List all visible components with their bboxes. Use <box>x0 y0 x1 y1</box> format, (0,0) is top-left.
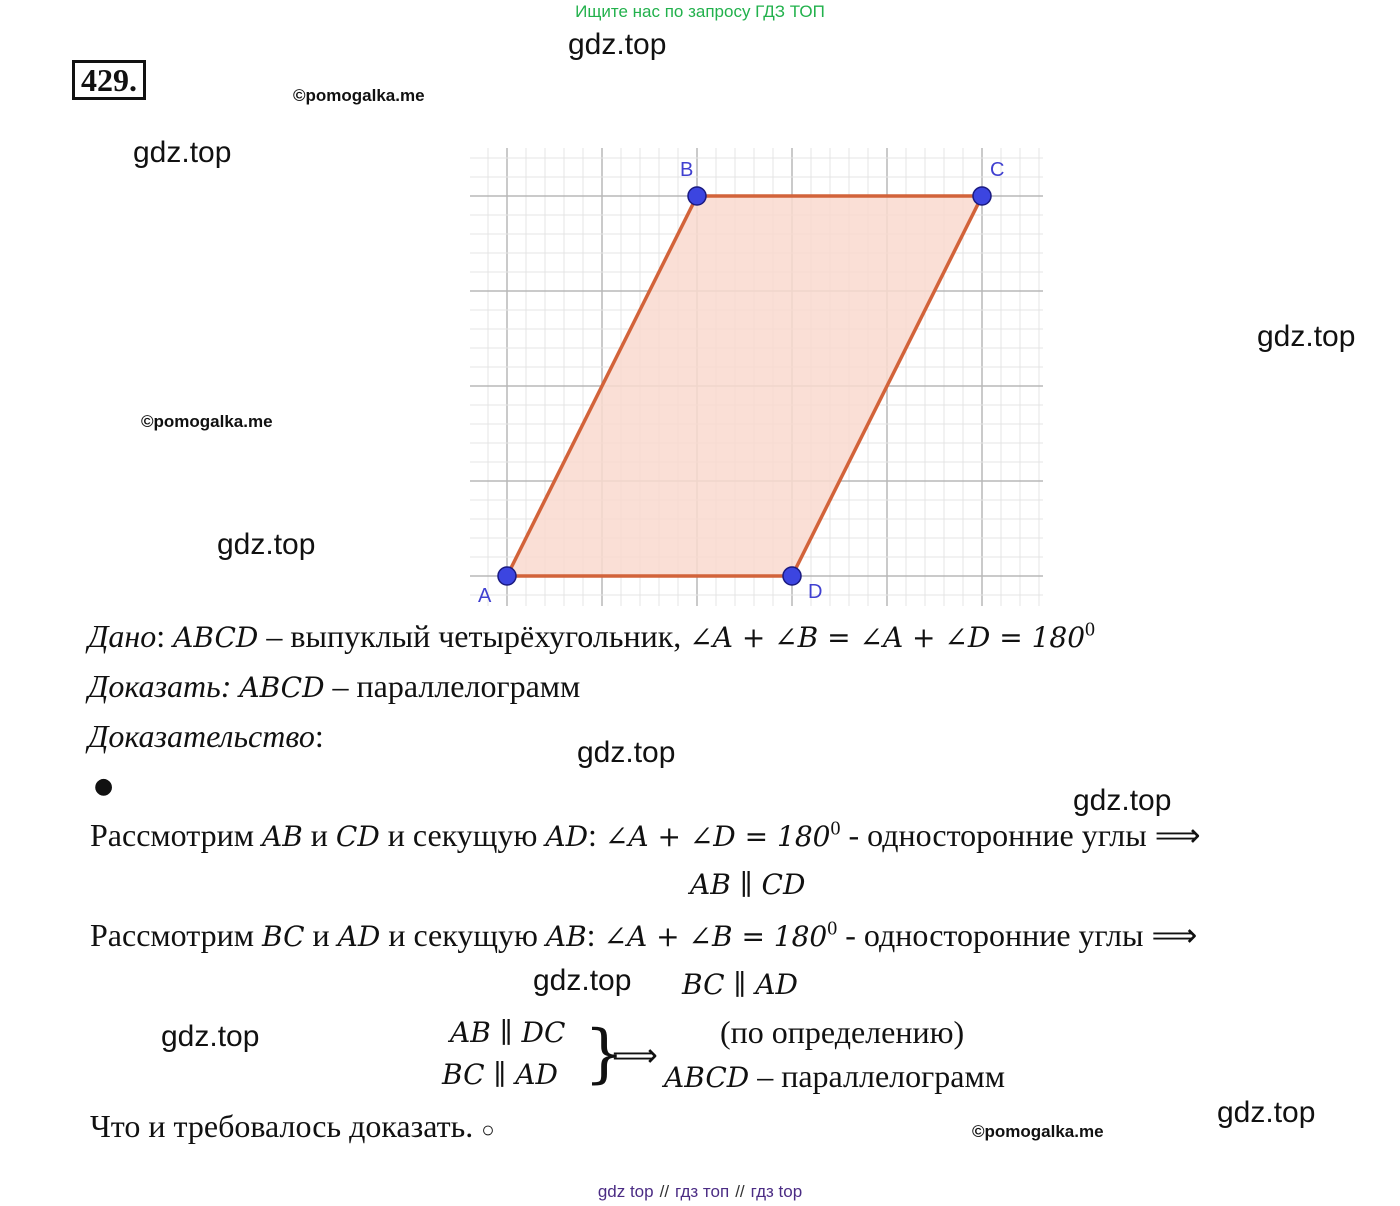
given-label: Дано <box>88 618 157 654</box>
watermark-gdz-top: gdz.top <box>1073 784 1172 817</box>
system-reason: (по определению) <box>720 1014 965 1050</box>
prove-figure: ABCD <box>239 671 325 704</box>
proof-heading: Доказательство: <box>88 718 324 754</box>
footer-separator: // <box>659 1182 670 1201</box>
point-b[interactable] <box>688 187 706 205</box>
watermark-gdz-top: gdz.top <box>577 736 676 769</box>
watermark-gdz-top: gdz.top <box>1217 1096 1316 1129</box>
step1-math: AB <box>261 820 303 853</box>
watermark-copyright: ©pomogalka.me <box>141 412 273 431</box>
step1-math: AD <box>545 820 589 853</box>
bullet: ● <box>94 774 114 799</box>
watermark-gdz-top: gdz.top <box>133 136 232 169</box>
step2-angles: ∠A + ∠B = 180 <box>603 920 828 953</box>
label-c: C <box>990 159 1005 181</box>
step2-math: BC <box>261 920 305 953</box>
step1-text: и <box>302 817 336 853</box>
step2-text: и <box>304 917 338 953</box>
watermark-gdz-top: gdz.top <box>217 528 316 561</box>
step1-degree: 0 <box>830 817 841 840</box>
system-conclusion <box>664 1058 1005 1095</box>
point-c[interactable] <box>973 187 991 205</box>
footer-link[interactable]: gdz top <box>597 1182 654 1201</box>
step1-conclusion: - односторонние углы ⟹ <box>840 817 1201 853</box>
footer-links <box>0 1182 1400 1202</box>
prove-text: – параллелограмм <box>324 668 581 704</box>
step2-text: и секущую <box>380 917 546 953</box>
step2-text: Рассмотрим <box>90 917 262 953</box>
conclusion-text: – параллелограмм <box>749 1058 1005 1094</box>
step2-line <box>90 916 1197 954</box>
point-d[interactable] <box>783 567 801 585</box>
step1-text: и секущую <box>379 817 546 853</box>
implies-arrow: ⟹ <box>612 1037 658 1073</box>
step1-line <box>90 816 1201 854</box>
step1-text: Рассмотрим <box>90 817 262 853</box>
step2-conclusion: - односторонние углы ⟹ <box>837 917 1198 953</box>
parallelogram-figure <box>460 140 1060 610</box>
watermark-gdz-top: gdz.top <box>161 1020 260 1053</box>
prove-label: Доказать: <box>88 668 232 704</box>
watermark-gdz-top: gdz.top <box>1257 320 1356 353</box>
given-figure: ABCD <box>173 621 259 654</box>
problem-number: 429. <box>72 60 146 100</box>
footer-separator: // <box>735 1182 745 1201</box>
step1-text: : <box>588 817 605 853</box>
given-text: – выпуклый четырёхугольник, <box>258 618 690 654</box>
step1-result: AB ∥ CD <box>690 868 806 901</box>
proof-label: Доказательство <box>88 718 315 754</box>
label-b: B <box>680 159 694 181</box>
watermark-gdz-top: gdz.top <box>533 964 632 997</box>
given-degree: 0 <box>1085 618 1096 641</box>
top-banner[interactable]: Ищите нас по запросу ГДЗ ТОП <box>575 2 825 21</box>
step2-result: BC ∥ AD <box>682 968 798 1001</box>
label-a: A <box>478 585 492 607</box>
system-row-2: BC ∥ AD <box>442 1058 558 1091</box>
footer-link[interactable]: гдз top <box>750 1182 803 1201</box>
point-a[interactable] <box>498 567 516 585</box>
qed-line <box>90 1108 495 1145</box>
watermark-copyright: ©pomogalka.me <box>972 1122 1104 1141</box>
footer-link[interactable]: гдз топ <box>675 1182 730 1201</box>
prove-line <box>88 668 580 705</box>
step2-math: AB <box>545 920 587 953</box>
system-row-1: AB ∥ DC <box>450 1016 566 1049</box>
given-angles: ∠A + ∠B = ∠A + ∠D = 180 <box>689 621 1086 654</box>
step2-degree: 0 <box>827 917 838 940</box>
watermark-copyright: ©pomogalka.me <box>293 86 425 105</box>
watermark-gdz-top: gdz.top <box>568 28 667 61</box>
step1-angles: ∠A + ∠D = 180 <box>604 820 831 853</box>
system-brace: } <box>584 1017 625 1091</box>
given-line: Дано: ABCD – выпуклый четырёхугольник, ∠A + ∠B = ∠A + ∠D = $180^0$ <box>88 618 1096 654</box>
step2-math: AD <box>337 920 381 953</box>
label-d: D <box>808 581 823 603</box>
qed-mark: ○ <box>481 1117 495 1142</box>
step1-math: CD <box>335 820 380 853</box>
conclusion-figure: ABCD <box>664 1061 750 1094</box>
step2-text: : <box>586 917 604 953</box>
qed-text: Что и требовалось доказать. <box>90 1108 474 1144</box>
